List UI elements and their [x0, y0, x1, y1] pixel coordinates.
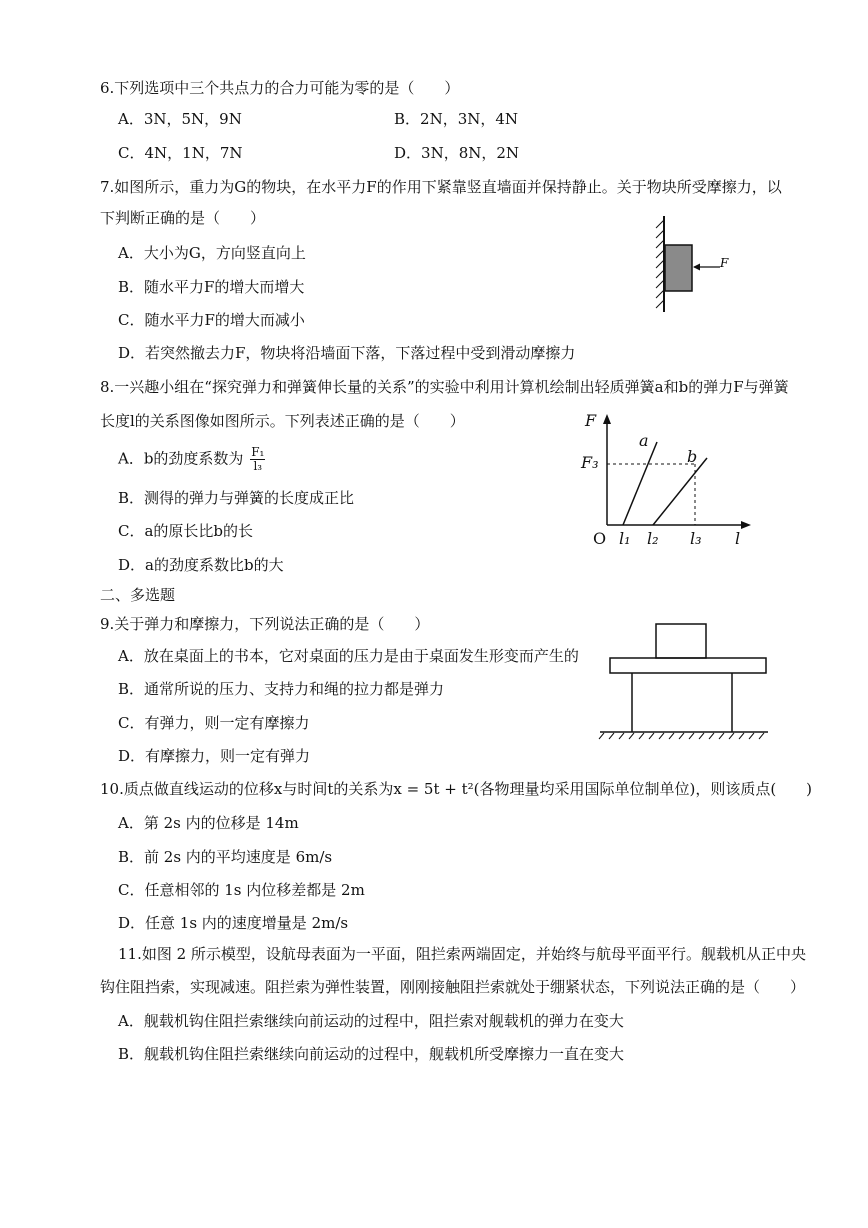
q7-wall-block-figure — [650, 212, 750, 318]
y-axis-arrow — [603, 414, 611, 424]
q10-option-b: B．前 2s 内的平均速度是 6m/s — [118, 848, 333, 866]
l3-tick-label: l₃ — [690, 529, 702, 548]
q8-stem-line2: 长度l的关系图像如图所示。下列表述正确的是（ ） — [100, 412, 465, 430]
q11-option-a: A．舰载机钩住阻拦索继续向前运动的过程中，阻拦索对舰载机的弹力在变大 — [118, 1012, 624, 1030]
q9-option-c: C．有弹力，则一定有摩擦力 — [118, 714, 310, 732]
q9-option-b: B．通常所说的压力、支持力和绳的拉力都是弹力 — [118, 680, 445, 698]
block — [665, 245, 692, 291]
x-axis-label: l — [735, 529, 741, 548]
q7-option-a: A．大小为G，方向竖直向上 — [118, 244, 306, 262]
l2-tick-label: l₂ — [647, 529, 659, 548]
q8-option-c: C．a的原长比b的长 — [118, 522, 254, 540]
q10-option-c: C．任意相邻的 1s 内位移差都是 2m — [118, 881, 365, 899]
f3-tick-label: F₃ — [581, 453, 599, 472]
q7-option-d: D．若突然撤去力F，物块将沿墙面下落，下落过程中受到滑动摩擦力 — [118, 344, 576, 362]
line-a — [623, 442, 657, 525]
fraction-numerator: F₁ — [251, 445, 265, 459]
q11-stem-line2: 钩住阻挡索，实现减速。阻拦索为弹性装置，刚刚接触阻拦索就处于绷紧状态，下列说法正确的是（ ） — [100, 978, 806, 996]
q8-option-b: B．测得的弹力与弹簧的长度成正比 — [118, 489, 355, 507]
q10-option-a: A．第 2s 内的位移是 14m — [118, 814, 299, 832]
q7-stem-line1: 7.如图所示，重力为G的物块，在水平力F的作用下紧靠竖直墙面并保持静止。关于物块所受摩擦力，以 — [100, 178, 782, 196]
q7-option-c: C．随水平力F的增大而减小 — [118, 311, 305, 329]
wall-hatching — [656, 220, 664, 308]
section-heading: 二、多选题 — [100, 586, 176, 604]
q9-stem: 9.关于弹力和摩擦力，下列说法正确的是（ ） — [100, 615, 430, 633]
q7-option-b: B．随水平力F的增大而增大 — [118, 278, 305, 296]
l1-tick-label: l₁ — [619, 529, 631, 548]
q6-option-a: A．3N，5N，9N — [118, 110, 242, 128]
q8-option-a-text: A．b的劲度系数为 — [118, 449, 244, 468]
q9-option-a: A．放在桌面上的书本，它对桌面的压力是由于桌面发生形变而产生的 — [118, 647, 579, 665]
q8-option-a-fraction — [250, 446, 265, 473]
force-arrowhead — [693, 264, 700, 271]
fraction-denominator: l₃ — [253, 459, 263, 473]
q6-option-b: B．2N，3N，4N — [394, 110, 519, 128]
force-label: F — [720, 256, 729, 270]
q7-stem-line2: 下判断正确的是（ ） — [100, 209, 266, 227]
q8-force-length-graph — [575, 406, 765, 554]
line-b — [653, 458, 707, 525]
q8-stem-line1: 8.一兴趣小组在“探究弹力和弹簧伸长量的关系”的实验中利用计算机绘制出轻质弹簧a和b的弹力F与弹簧 — [100, 378, 789, 396]
q10-option-d: D．任意 1s 内的速度增量是 2m/s — [118, 914, 349, 932]
q6-option-d: D．3N，8N，2N — [394, 144, 520, 162]
x-axis-arrow — [741, 521, 751, 529]
q8-option-a — [118, 446, 265, 473]
q6-stem: 6.下列选项中三个共点力的合力可能为零的是（ ） — [100, 79, 460, 97]
tabletop — [610, 658, 766, 673]
q10-stem: 10.质点做直线运动的位移x与时间t的关系为x = 5t + t²(各物理量均采用国际单位制单位)，则该质点( ) — [100, 780, 813, 798]
ground-hatching — [599, 733, 764, 739]
y-axis-label: F — [585, 411, 597, 430]
line-b-label: b — [687, 447, 698, 466]
q9-option-d: D．有摩擦力，则一定有弹力 — [118, 747, 311, 765]
q11-option-b: B．舰载机钩住阻拦索继续向前运动的过程中，舰载机所受摩擦力一直在变大 — [118, 1045, 625, 1063]
origin-label: O — [593, 529, 607, 548]
q9-book-on-table-figure — [596, 618, 776, 743]
line-a-label: a — [639, 431, 649, 450]
book — [656, 624, 706, 658]
q6-option-c: C．4N，1N，7N — [118, 144, 243, 162]
q11-stem-line1: 11.如图 2 所示模型，设航母表面为一平面，阻拦索两端固定，并始终与航母平面平行。舰载机从正中央 — [118, 945, 806, 963]
q8-option-d: D．a的劲度系数比b的大 — [118, 556, 284, 574]
